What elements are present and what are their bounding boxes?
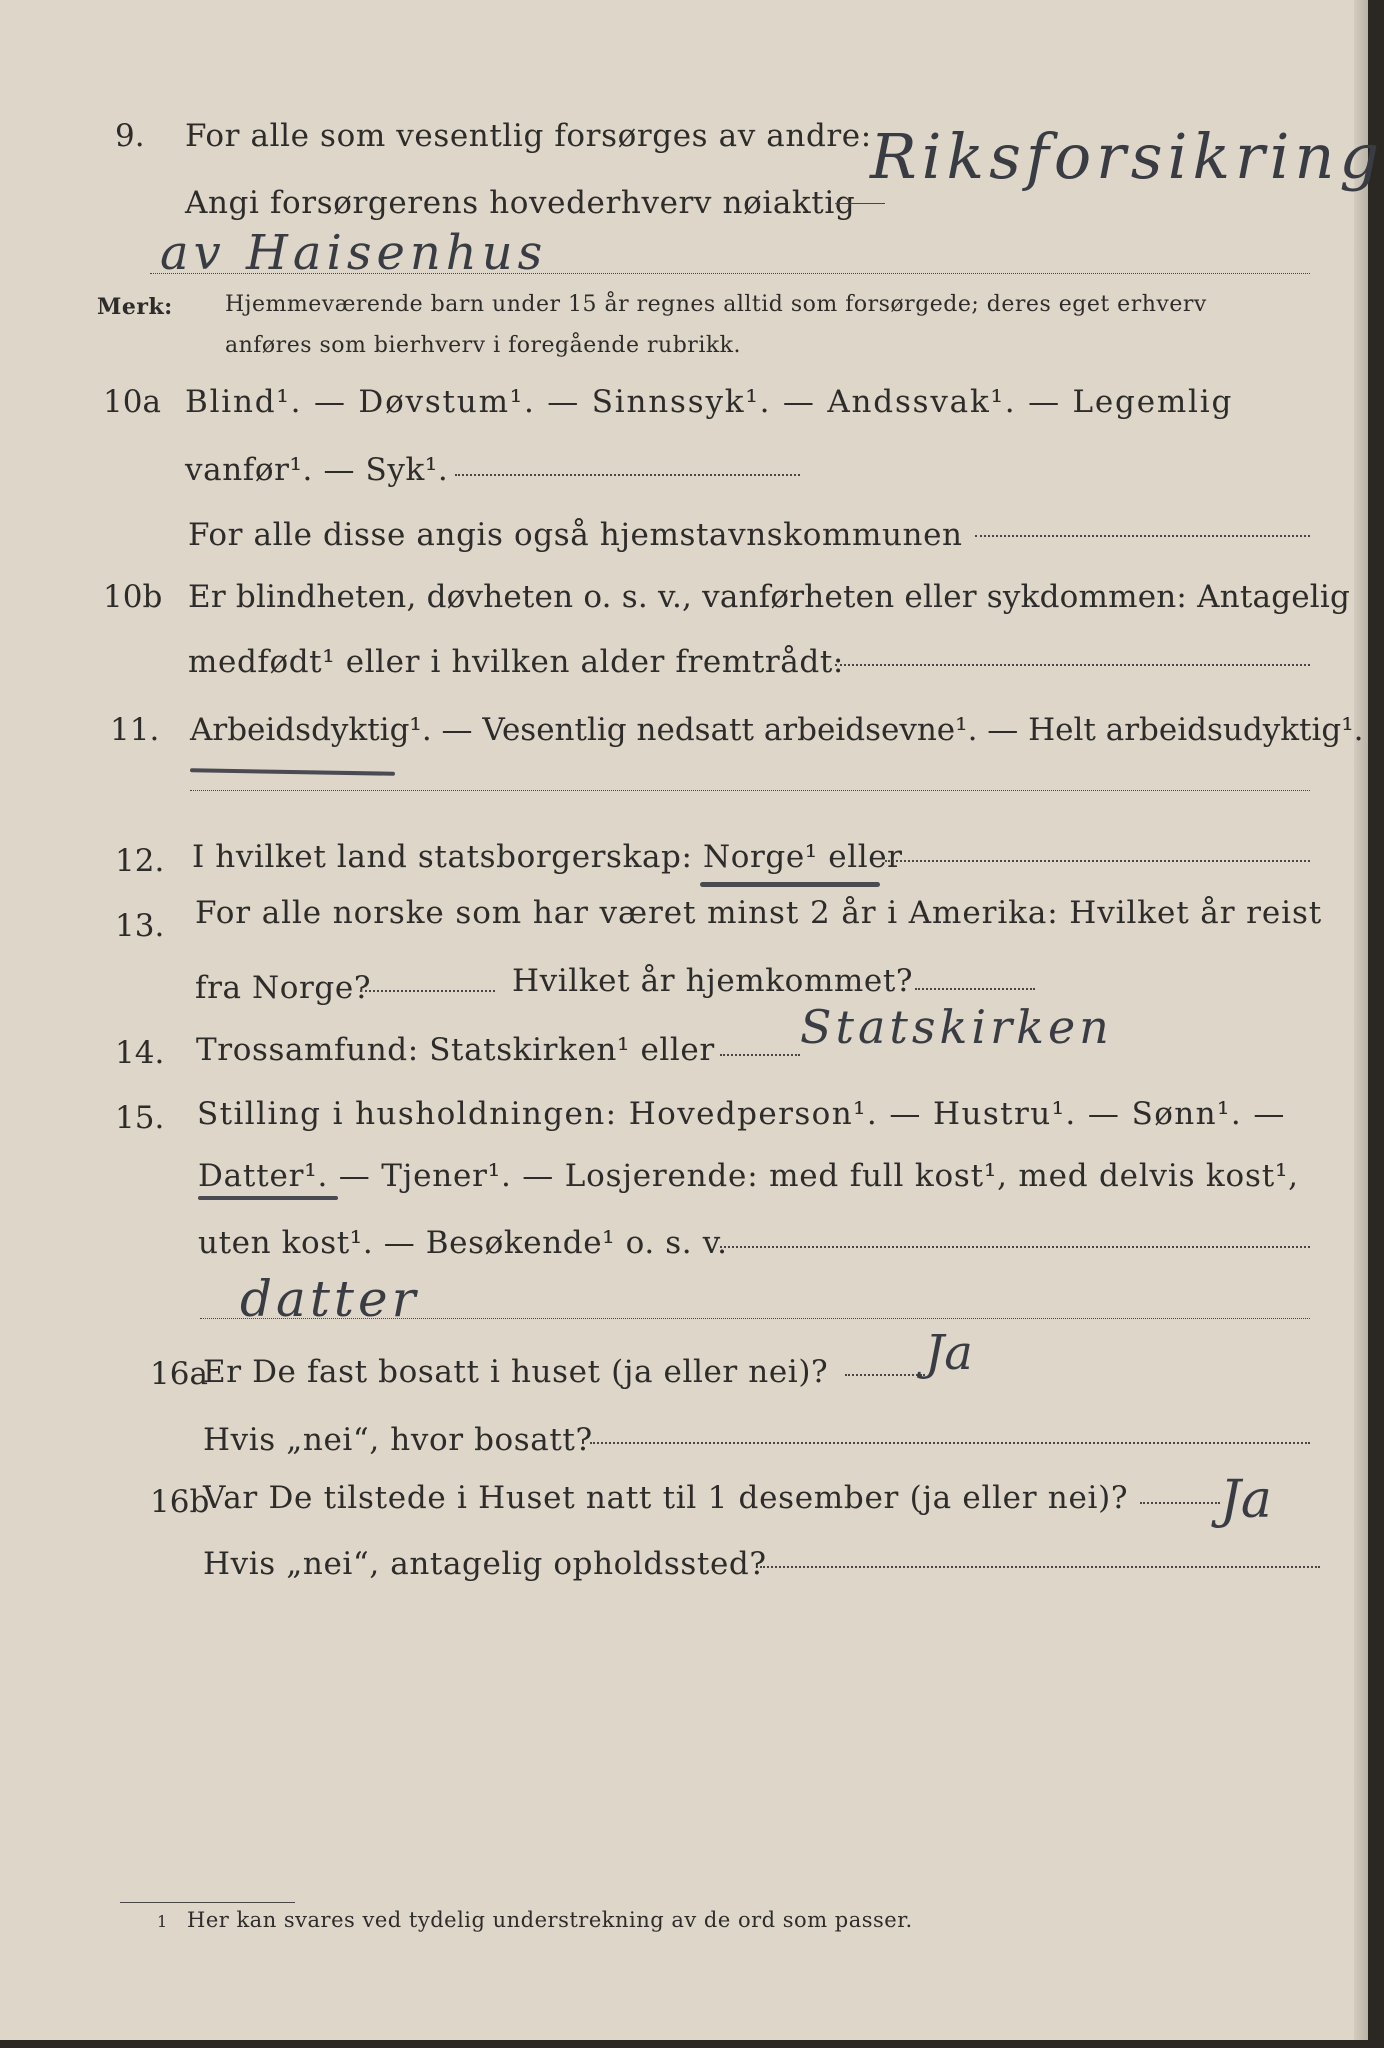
q10b-answer-line — [835, 664, 1310, 666]
q10a-syk-answer-line — [455, 474, 800, 476]
q11-handwritten-underline — [190, 768, 395, 776]
q16a-handwritten-answer: Ja — [925, 1325, 973, 1381]
q16b-opholdssted-answer-line — [760, 1566, 1320, 1568]
q16b-answer-line — [1140, 1502, 1220, 1504]
q9-answer-line — [835, 203, 885, 204]
q15-number: 15. — [115, 1100, 165, 1136]
q10b-line2: medfødt¹ eller i hvilken alder fremtrådt: — [188, 644, 844, 680]
footnote-rule — [120, 1902, 295, 1903]
q16b-handwritten-answer: Ja — [1220, 1470, 1272, 1530]
q14-number: 14. — [115, 1035, 165, 1071]
q15-line2: Datter¹. — Tjener¹. — Losjerende: med full kost¹, med delvis kost¹, — [198, 1158, 1299, 1194]
q16a-number: 16a — [150, 1356, 208, 1392]
footnote-mark: 1 — [157, 1912, 168, 1931]
q16a-line2: Hvis „nei“, hvor bosatt? — [203, 1422, 593, 1458]
q13-line1: For alle norske som har været minst 2 år i Amerika: Hvilket år reist — [195, 895, 1323, 931]
q9-continuation-line — [150, 273, 1310, 274]
q14-answer-line — [720, 1054, 800, 1056]
q15-answer-line — [720, 1246, 1310, 1248]
q10a-hjemstavn-answer-line — [975, 535, 1310, 537]
q15-handwritten-answer: datter — [240, 1270, 420, 1328]
q13-reist-answer-line — [360, 990, 495, 992]
q9-line2: Angi forsørgerens hovederhverv nøiaktig — [185, 185, 856, 221]
merk-line1: Hjemmeværende barn under 15 år regnes alltid som forsørgede; deres eget erhverv — [225, 292, 1207, 317]
q10b-number: 10b — [103, 579, 163, 615]
q16a-answer-line — [845, 1374, 925, 1376]
q13-line2b: Hvilket år hjemkommet? — [512, 963, 914, 999]
footnote-text: Her kan svares ved tydelig understrekning av de ord som passer. — [187, 1908, 913, 1932]
q10a-line1: Blind¹. — Døvstum¹. — Sinnssyk¹. — Andssvak¹. — Legemlig — [185, 384, 1234, 420]
q10a-line2: vanfør¹. — Syk¹. — [185, 452, 449, 488]
q15-line3: uten kost¹. — Besøkende¹ o. s. v. — [198, 1225, 728, 1261]
q11-line1: Arbeidsdyktig¹. — Vesentlig nedsatt arbeidsevne¹. — Helt arbeidsudyktig¹. — [190, 712, 1364, 748]
q14-line1: Trossamfund: Statskirken¹ eller — [196, 1032, 715, 1068]
q12-handwritten-underline — [700, 882, 880, 887]
q9-handwritten-answer-a: Riksforsikring — [870, 120, 1384, 193]
page-edge-shadow — [1354, 0, 1368, 2040]
q12-answer-line — [885, 860, 1310, 862]
q15-line1: Stilling i husholdningen: Hovedperson¹. — Hustru¹. — Sønn¹. — — [197, 1096, 1286, 1132]
q10b-line1: Er blindheten, døvheten o. s. v., vanførheten eller sykdommen: Antagelig — [188, 579, 1351, 615]
q12-number: 12. — [115, 843, 165, 879]
q9-line1: For alle som vesentlig forsørges av andre: — [185, 118, 872, 154]
merk-line2: anføres som bierhverv i foregående rubrikk. — [225, 333, 742, 358]
q16b-line1: Var De tilstede i Huset natt til 1 desember (ja eller nei)? — [203, 1480, 1129, 1516]
q13-hjemkommet-answer-line — [915, 988, 1035, 990]
q11-number: 11. — [110, 712, 160, 748]
q16b-line2: Hvis „nei“, antagelig opholdssted? — [203, 1546, 767, 1582]
q15-continuation-line — [200, 1318, 1310, 1319]
q9-handwritten-answer-b: av Haisenhus — [160, 225, 548, 281]
q16a-bosatt-answer-line — [590, 1442, 1310, 1444]
q10a-line3: For alle disse angis også hjemstavnskommunen — [188, 517, 963, 553]
q9-number: 9. — [115, 118, 145, 154]
q13-line2a: fra Norge? — [195, 970, 372, 1006]
q16a-line1: Er De fast bosatt i huset (ja eller nei)? — [203, 1354, 829, 1390]
q10a-number: 10a — [103, 384, 161, 420]
merk-label: Merk: — [97, 294, 173, 320]
q16b-number: 16b — [150, 1484, 210, 1520]
q13-number: 13. — [115, 908, 165, 944]
q11-answer-line — [190, 790, 1310, 791]
q15-handwritten-underline — [198, 1196, 338, 1200]
q14-handwritten-answer: Statskirken — [800, 1000, 1113, 1054]
q12-line1: I hvilket land statsborgerskap: Norge¹ eller — [192, 839, 903, 875]
